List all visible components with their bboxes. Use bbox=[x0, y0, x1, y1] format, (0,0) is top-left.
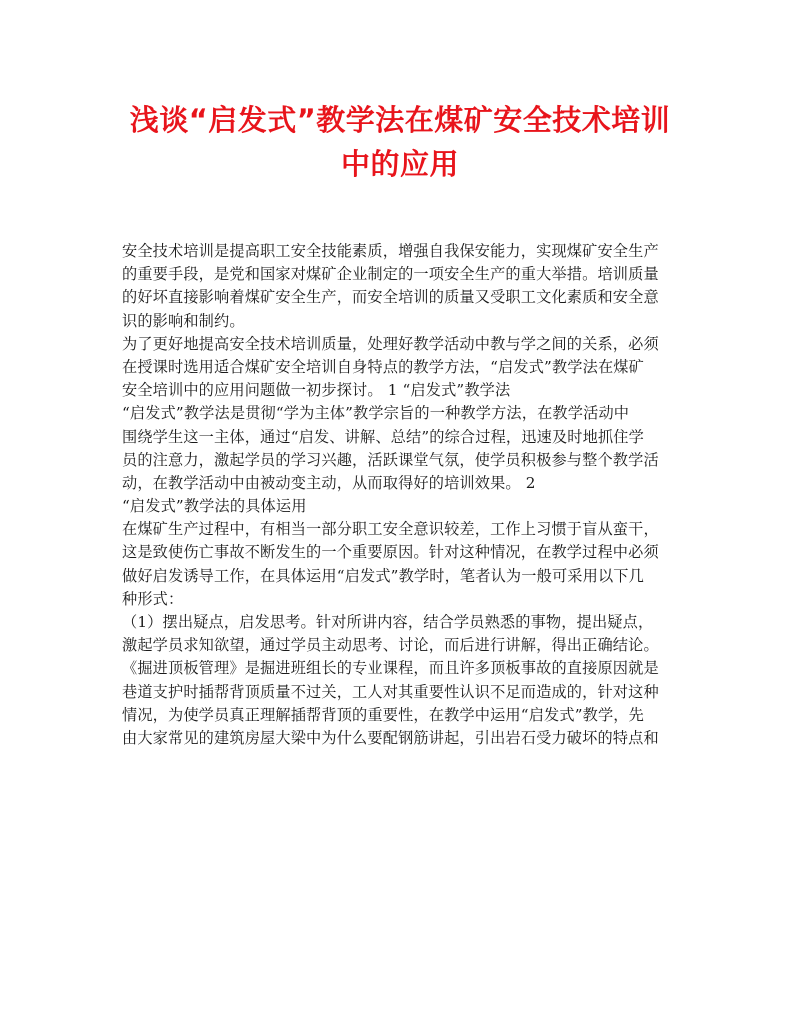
body-line: 在煤矿生产过程中，有相当一部分职工安全意识较差，工作上习惯于盲从蛮干， bbox=[122, 520, 659, 539]
body-line: “启发式”教学法的具体运用 bbox=[122, 497, 307, 516]
body-line: 为了更好地提高安全技术培训质量，处理好教学活动中教与学之间的关系，必须 bbox=[122, 334, 659, 353]
body-line: 激起学员求知欲望，通过学员主动思考、讨论，而后进行讲解，得出正确结论。 bbox=[122, 636, 659, 655]
body-line: 动，在教学活动中由被动变主动，从而取得好的培训效果。 2 bbox=[122, 473, 536, 492]
title-line-2: 中的应用 bbox=[340, 147, 459, 181]
document-body bbox=[122, 240, 682, 750]
title-line-1: 浅谈“启发式”教学法在煤矿安全技术培训 bbox=[129, 103, 671, 137]
body-line: 识的影响和制约。 bbox=[122, 311, 245, 330]
body-line: 安全技术培训是提高职工安全技能素质，增强自我保安能力，实现煤矿安全生产 bbox=[122, 242, 659, 260]
body-line: （1）摆出疑点，启发思考。针对所讲内容，结合学员熟悉的事物，提出疑点， bbox=[122, 613, 654, 631]
body-line: 的重要手段，是党和国家对煤矿企业制定的一项安全生产的重大举措。培训质量 bbox=[122, 265, 659, 284]
body-line: 种形式： bbox=[122, 589, 184, 608]
body-line: 情况，为使学员真正理解插帮背顶的重要性，在教学中运用“启发式”教学，先 bbox=[122, 705, 644, 724]
body-line: 安全培训中的应用问题做一初步探讨。 1 “启发式”教学法 bbox=[122, 381, 511, 400]
body-line: 做好启发诱导工作，在具体运用“启发式”教学时，笔者认为一般可采用以下几 bbox=[122, 566, 644, 585]
body-line: 巷道支护时插帮背顶质量不过关，工人对其重要性认识不足而造成的，针对这种 bbox=[122, 682, 659, 701]
body-line: 员的注意力，激起学员的学习兴趣，活跃课堂气氛，使学员积极参与整个教学活 bbox=[122, 450, 659, 469]
body-line: “启发式”教学法是贯彻“学为主体”教学宗旨的一种教学方法，在教学活动中 bbox=[122, 404, 630, 423]
body-line: 的好坏直接影响着煤矿安全生产，而安全培训的质量又受职工文化素质和安全意 bbox=[122, 288, 659, 307]
body-line: 《掘进顶板管理》是掘进班组长的专业课程，而且许多顶板事故的直接原因就是 bbox=[122, 659, 659, 678]
body-line: 围绕学生这一主体，通过“启发、讲解、总结”的综合过程，迅速及时地抓住学 bbox=[122, 427, 644, 446]
body-line: 这是致使伤亡事故不断发生的一个重要原因。针对这种情况，在教学过程中必须 bbox=[122, 543, 659, 562]
body-line: 在授课时选用适合煤矿安全培训自身特点的教学方法，“启发式”教学法在煤矿 bbox=[122, 357, 644, 376]
body-line: 由大家常见的建筑房屋大梁中为什么要配钢筋讲起，引出岩石受力破坏的特点和 bbox=[122, 728, 659, 747]
document-title bbox=[110, 98, 690, 186]
